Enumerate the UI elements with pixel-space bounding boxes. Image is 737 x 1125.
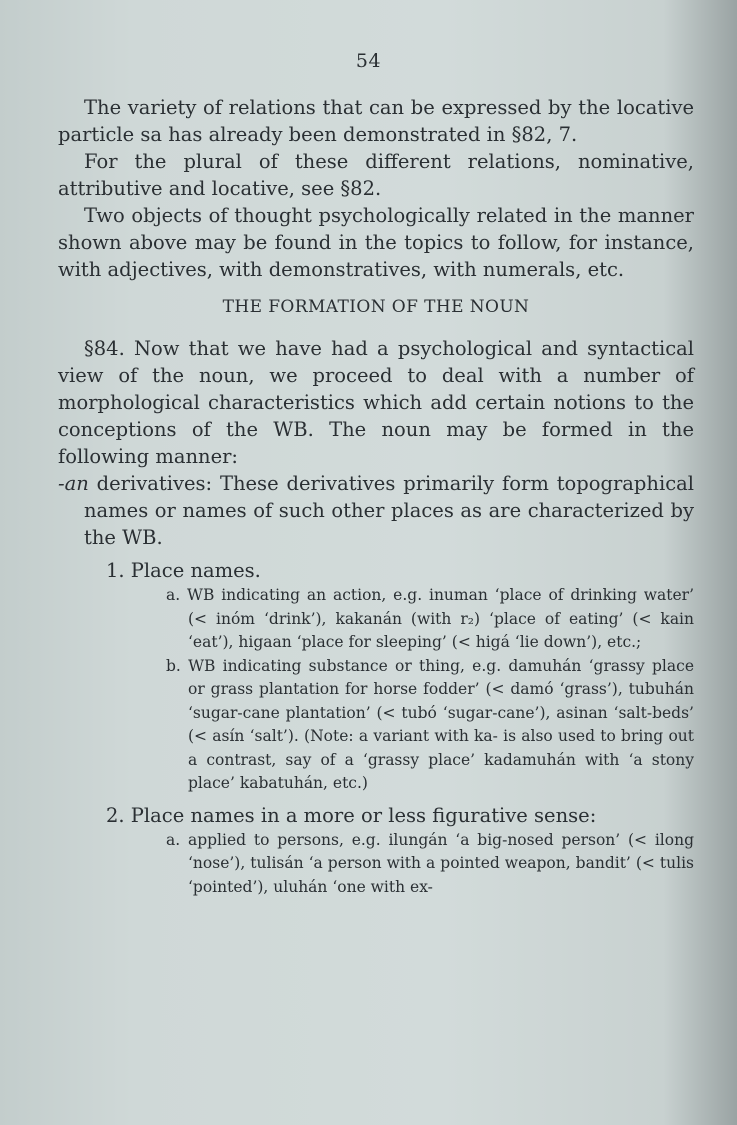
paragraph-plural-relations: For the plural of these different relations, nominative, attributive and locative, see §82. [58,150,694,200]
paragraph-two-objects: Two objects of thought psychologically related in the manner shown above may be found in the topics to follow, for instance, with adjectives, with demonstratives, with numerals, etc. [58,204,694,281]
list-item-figurative-place-names: 2. Place names in a more or less figurative sense: [106,803,597,827]
an-suffix-label: -an [58,472,89,495]
paragraph-locative-particle: The variety of relations that can be expressed by the locative particle sa has already been demonstrated in §82, 7. [58,96,694,146]
an-derivatives-text: derivatives: These derivatives primarily form topographical names or names of such other places as are characterized by the WB. [84,472,694,549]
sub-item-action: a. WB indicating an action, e.g. inuman ‘place of drinking water’ (< inóm ‘drink’), kakanán (with r₂) ‘place of eating’ (< kain ‘eat’), higaan ‘place for sleeping’ (< higá ‘lie down’), etc.; [166,586,694,651]
section-heading: THE FORMATION OF THE NOUN [222,297,530,317]
page-number: 54 [355,50,382,72]
paragraph-section-84: §84. Now that we have had a psychological and syntactical view of the noun, we proceed to deal with a number of morphological characteristics which add certain notions to the conceptions of the WB. The noun may be formed in the following manner: [58,337,694,468]
page-body [58,94,694,899]
an-derivatives-entry [58,470,694,551]
sub-item-persons: a. applied to persons, e.g. ilungán ‘a big-nosed person’ (< ilong ‘nose’), tulisán ‘a person with a pointed weapon, bandit’ (< tulis ‘pointed’), uluhán ‘one with ex- [166,830,694,896]
sub-item-substance: b. WB indicating substance or thing, e.g. damuhán ‘grassy place or grass plantation for horse fodder’ (< damó ‘grass’), tubuhán ‘sugar-cane plantation’ (< tubó ‘sugar-cane’), asinan ‘salt-beds’ (< asín ‘salt’). (Note: a variant with ka- is also used to bring out a contrast, say of a ‘grassy place’ kadamuhán with ‘a stony place’ kabatuhán, etc.) [166,656,694,792]
list-item-place-names: 1. Place names. [106,559,261,582]
